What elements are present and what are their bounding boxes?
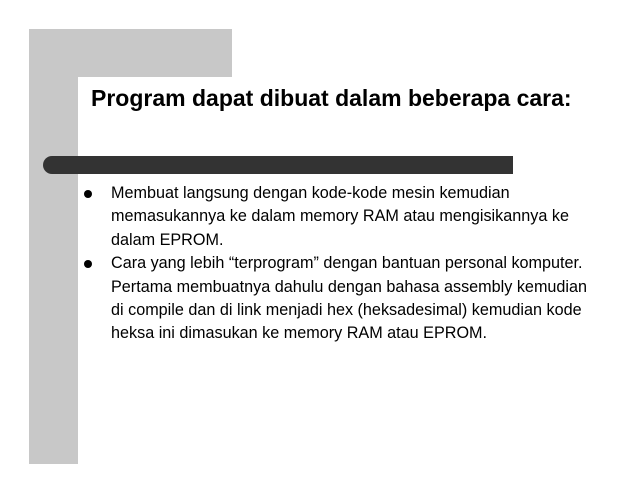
- decorative-vertical-bar: [29, 29, 78, 464]
- bullet-item: [82, 182, 602, 252]
- bullet-dot-icon: [84, 190, 92, 198]
- bullet-text: Membuat langsung dengan kode-kode mesin kemudian memasukannya ke dalam memory RAM atau mengisikannya ke dalam EPROM.: [111, 184, 569, 249]
- bullet-text: Cara yang lebih “terprogram” dengan bantuan personal komputer. Pertama membuatnya dahulu dengan bahasa assembly kemudian di compile dan di link menjadi hex (heksadesimal) kemudian kode heksa ini dimasukan ke memory RAM atau EPROM.: [111, 254, 588, 343]
- bullet-item: [82, 252, 602, 346]
- title-divider-bar: [43, 156, 513, 174]
- bullet-list: [82, 182, 602, 346]
- slide-title: Program dapat dibuat dalam beberapa cara:: [91, 85, 572, 111]
- decorative-horizontal-bar: [29, 29, 232, 77]
- bullet-dot-icon: [84, 260, 92, 268]
